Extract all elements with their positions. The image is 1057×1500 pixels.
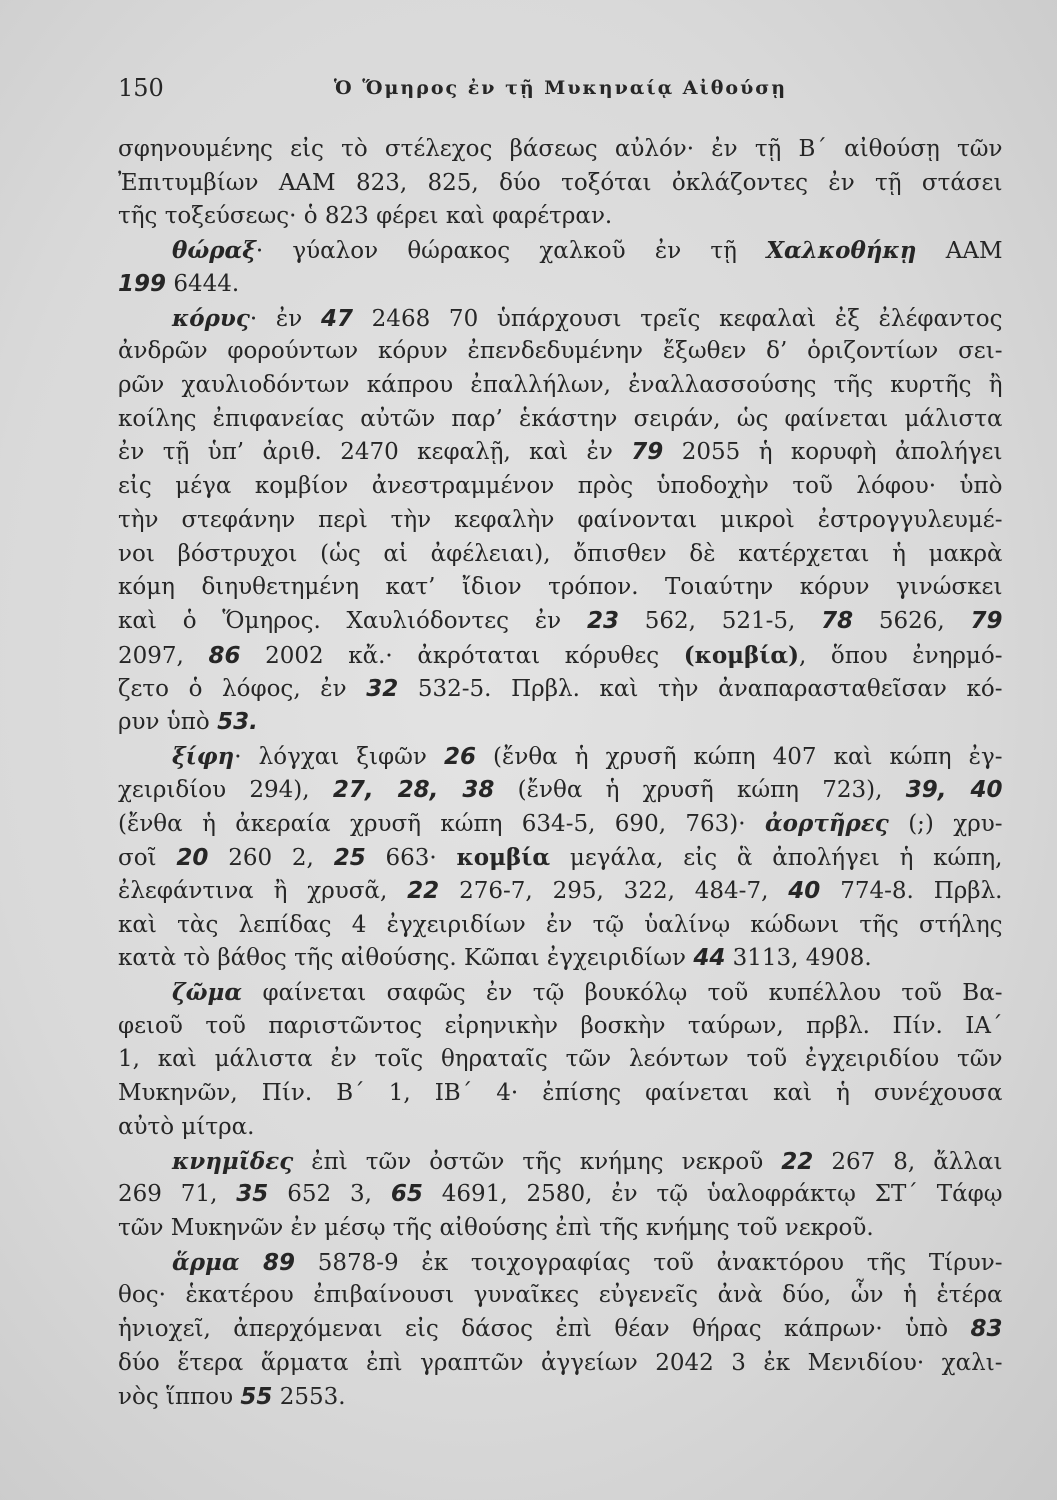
text-run: (ἔνθα ἡ χρυσῆ κώπη 723), (494, 776, 906, 803)
text-run: 5626, (853, 608, 971, 635)
text-run: ΑΑΜ (916, 238, 1003, 265)
text-line (118, 841, 1003, 875)
text-line (118, 571, 1003, 605)
text-run: καὶ τὰς λεπίδας 4 ἐγχειριδίων ἐν τῷ ὑαλίνῳ κώδωνι τῆς στήλης (118, 911, 1003, 938)
text-run: τῆς τοξεύσεως· ὁ 823 φέρει καὶ φαρέτραν. (118, 203, 613, 230)
text-run: φαίνεται σαφῶς ἐν τῷ βουκόλῳ τοῦ κυπέλλου τοῦ Βα- (242, 979, 1003, 1006)
text-line (118, 1043, 1003, 1077)
text-line (118, 369, 1003, 403)
text-run: 652 3, (268, 1181, 391, 1208)
reference-number: 39, 40 (905, 776, 1003, 803)
paragraph (118, 740, 1003, 976)
reference-number: 79 (631, 439, 664, 466)
text-run: κατὰ τὸ βάθος τῆς αἰθούσης. Κῶπαι ἐγχειριδίων (118, 945, 694, 972)
reference-number: 25 (333, 845, 366, 872)
text-line (118, 1246, 1003, 1280)
paragraph (118, 133, 1003, 234)
text-line (118, 504, 1003, 538)
text-run: (;) χρυ- (888, 811, 1003, 838)
text-line (118, 807, 1003, 841)
text-run: ρυν ὑπὸ (118, 709, 218, 736)
text-line (118, 1111, 1003, 1145)
text-run: αὐτὸ μίτρα. (118, 1113, 255, 1140)
text-run: εἰς μέγα κομβίον ἀνεστραμμένον πρὸς ὑποδοχὴν τοῦ λόφου· ὑπὸ (118, 473, 1003, 500)
text-run: (ἔνθα ἡ χρυσῆ κώπη 407 καὶ κώπη ἐγ- (475, 743, 1003, 770)
reference-number: 40 (788, 877, 821, 904)
text-run: 532-5. Πρβλ. καὶ τὴν ἀναπαρασταθεῖσαν κό- (398, 675, 1003, 702)
reference-number: 35 (236, 1181, 269, 1208)
text-line (118, 774, 1003, 808)
text-run: μεγάλα, εἰς ἃ ἀπολήγει ἡ κώπη, (550, 845, 1003, 872)
text-line (118, 436, 1003, 470)
text-run: φειοῦ τοῦ παριστῶντος εἰρηνικὴν βοσκὴν ταύρων, πρβλ. Πίν. ΙΑ΄ (118, 1012, 1003, 1039)
text-run: σοῖ (118, 845, 177, 872)
text-run: ρῶν χαυλιοδόντων κάπρου ἐπαλλήλων, ἐναλλασσούσης τῆς κυρτῆς ἢ (118, 372, 1003, 399)
reference-number: 47 (320, 305, 353, 332)
text-line (118, 740, 1003, 774)
reference-number: 26 (443, 743, 476, 770)
text-line (118, 1381, 1003, 1415)
paragraph (118, 1246, 1003, 1415)
text-line (118, 976, 1003, 1010)
text-line (118, 673, 1003, 707)
text-run: Ἐπιτυμβίων ΑΑΜ 823, 825, δύο τοξόται ὀκλάζοντες ἐν τῇ στάσει (118, 169, 1003, 196)
text-run: σφηνουμένης εἰς τὸ στέλεχος βάσεως αὐλόν· ἐν τῇ Β΄ αἰθούσῃ τῶν (118, 136, 1003, 162)
text-run: χειριδίου 294), (118, 776, 333, 803)
text-line (118, 1313, 1003, 1347)
text-run: · γύαλον θώρακος χαλκοῦ ἐν τῇ (255, 238, 767, 265)
reference-number: 89 (262, 1249, 295, 1276)
reference-number: 27, 28, 38 (332, 776, 495, 803)
emphasized-term: κομβία (456, 844, 551, 872)
text-line (118, 1347, 1003, 1381)
text-line (118, 909, 1003, 943)
text-line (118, 1212, 1003, 1246)
reference-number: 23 (586, 608, 619, 635)
text-run: ἀνδρῶν φορούντων κόρυν ἐπενδεδυμένην ἔξωθεν δ’ ὁριζοντίων σει- (118, 338, 1003, 365)
text-run: κοίλης ἐπιφανείας αὐτῶν παρ’ ἑκάστην σειράν, ὡς φαίνεται μάλιστα (118, 405, 1003, 432)
text-line (118, 942, 1003, 976)
text-run: 663· (365, 845, 457, 872)
text-run: 3113, 4908. (725, 945, 872, 972)
headword: ἅρμα (172, 1248, 263, 1276)
reference-number: 86 (208, 642, 241, 669)
reference-number: 78 (821, 608, 854, 635)
reference-number: 65 (390, 1181, 423, 1208)
text-run: κόμη διηυθετημένη κατ’ ἴδιον τρόπον. Τοιαύτην κόρυν γινώσκει (118, 574, 1003, 601)
text-run: · λόγχαι ξιφῶν (234, 743, 444, 770)
text-run: 269 71, (118, 1181, 237, 1208)
text-line (118, 1279, 1003, 1313)
text-run: ἐπὶ τῶν ὀστῶν τῆς κνήμης νεκροῦ (293, 1148, 782, 1175)
text-line (118, 706, 1003, 740)
headword: Χαλκοθήκῃ (766, 237, 917, 265)
reference-number: 83 (970, 1316, 1003, 1343)
text-line (118, 1145, 1003, 1179)
paragraph (118, 976, 1003, 1145)
headword: ζῶμα (172, 978, 243, 1006)
headword: κόρυς (172, 304, 250, 332)
emphasized-term: (κομβία) (683, 641, 799, 669)
text-line (118, 234, 1003, 268)
reference-number: 44 (693, 945, 726, 972)
text-line (118, 1010, 1003, 1044)
text-run: ζετο ὁ λόφος, ἐν (118, 675, 367, 702)
text-run: δύο ἕτερα ἅρματα ἐπὶ γραπτῶν ἀγγείων 2042 3 ἐκ Μενιδίου· χαλι- (118, 1349, 1003, 1376)
text-run: 2553. (272, 1383, 346, 1410)
text-run: 276-7, 295, 322, 484-7, (439, 877, 789, 904)
text-run: θος· ἑκατέρου ἐπιβαίνουσι γυναῖκες εὐγενεῖς ἀνὰ δύο, ὧν ἡ ἑτέρα (118, 1282, 1003, 1309)
text-run: Μυκηνῶν, Πίν. Β΄ 1, ΙΒ΄ 4· ἐπίσης φαίνεται καὶ ἡ συνέχουσα (118, 1080, 1003, 1107)
headword: ξίφη (172, 742, 235, 770)
text-line (118, 335, 1003, 369)
text-line (118, 200, 1003, 234)
text-run: ἐλεφάντινα ἢ χρυσᾶ, (118, 877, 408, 904)
text-line (118, 167, 1003, 201)
text-run: τὴν στεφάνην περὶ τὴν κεφαλὴν φαίνονται μικροὶ ἐστρογγυλευμέ- (118, 506, 1003, 533)
text-run: , ὅπου ἐνηρμό- (799, 642, 1003, 669)
text-run: νὸς ἵππου (118, 1383, 241, 1410)
body-text (118, 133, 1003, 1414)
paragraph (118, 234, 1003, 301)
text-run: 267 8, ἄλλαι (813, 1148, 1003, 1175)
text-line (118, 639, 1003, 673)
text-line (118, 268, 1003, 302)
running-title: Ὁ Ὅμηρος ἐν τῇ Μυκηναίᾳ Αἰθούσῃ (333, 77, 788, 99)
page-header (118, 72, 1003, 104)
text-run: 2097, (118, 642, 209, 669)
headword: κνημῖδες (172, 1147, 294, 1175)
paragraph (118, 302, 1003, 740)
reference-number: 22 (407, 877, 440, 904)
text-run: 562, 521-5, (618, 608, 822, 635)
reference-number: 199 (118, 270, 167, 297)
text-line (118, 875, 1003, 909)
text-run: 6444. (166, 270, 240, 297)
text-run: 2468 70 ὑπάρχουσι τρεῖς κεφαλαὶ ἐξ ἐλέφαντος (352, 305, 1003, 332)
reference-number: 79 (970, 608, 1003, 635)
reference-number: 32 (366, 675, 399, 702)
reference-number: 55 (240, 1383, 273, 1410)
text-run: 260 2, (208, 845, 334, 872)
text-run: 2055 ἡ κορυφὴ ἀπολήγει (663, 439, 1003, 466)
text-run: νοι βόστρυχοι (ὡς αἱ ἀφέλειαι), ὄπισθεν δὲ κατέρχεται ἡ μακρὰ (118, 540, 1003, 567)
text-line (118, 133, 1003, 167)
text-line (118, 1077, 1003, 1111)
reference-number: 20 (176, 845, 209, 872)
headword: θώραξ (172, 237, 256, 265)
text-line (118, 470, 1003, 504)
text-run: καὶ ὁ Ὅμηρος. Χαυλιόδοντες ἐν (118, 608, 587, 635)
paragraph (118, 1145, 1003, 1246)
text-run: ἐν τῇ ὑπ’ ἀριθ. 2470 κεφαλῇ, καὶ ἐν (118, 439, 632, 466)
text-run: τῶν Μυκηνῶν ἐν μέσῳ τῆς αἰθούσης ἐπὶ τῆς κνήμης τοῦ νεκροῦ. (118, 1215, 874, 1241)
text-run: 5878-9 ἐκ τοιχογραφίας τοῦ ἀνακτόρου τῆς Τίρυν- (295, 1249, 1003, 1276)
page-number: 150 (118, 74, 164, 102)
reference-number: 22 (781, 1148, 814, 1175)
text-line (118, 302, 1003, 336)
text-line (118, 1178, 1003, 1212)
text-run: · ἐν (249, 305, 321, 332)
text-run: 4691, 2580, ἐν τῷ ὑαλοφράκτῳ ΣΤ΄ Τάφῳ (422, 1181, 1003, 1208)
text-run: ἡνιοχεῖ, ἀπερχόμεναι εἰς δάσος ἐπὶ θέαν θήρας κάπρων· ὑπὸ (118, 1316, 971, 1343)
text-line (118, 538, 1003, 572)
headword: ἀορτῆρες (764, 810, 889, 838)
text-run: (ἔνθα ἡ ἀκεραία χρυσῆ κώπη 634-5, 690, 763)· (118, 811, 765, 838)
reference-number: 53. (217, 709, 258, 736)
text-run: 774-8. Πρβλ. (820, 877, 1003, 904)
text-line (118, 403, 1003, 437)
text-run: 1, καὶ μάλιστα ἐν τοῖς θηραταῖς τῶν λεόντων τοῦ ἐγχειριδίου τῶν (118, 1046, 1003, 1073)
text-run: 2002 κἄ.· ἀκρόταται κόρυθες (240, 642, 684, 669)
text-line (118, 605, 1003, 639)
